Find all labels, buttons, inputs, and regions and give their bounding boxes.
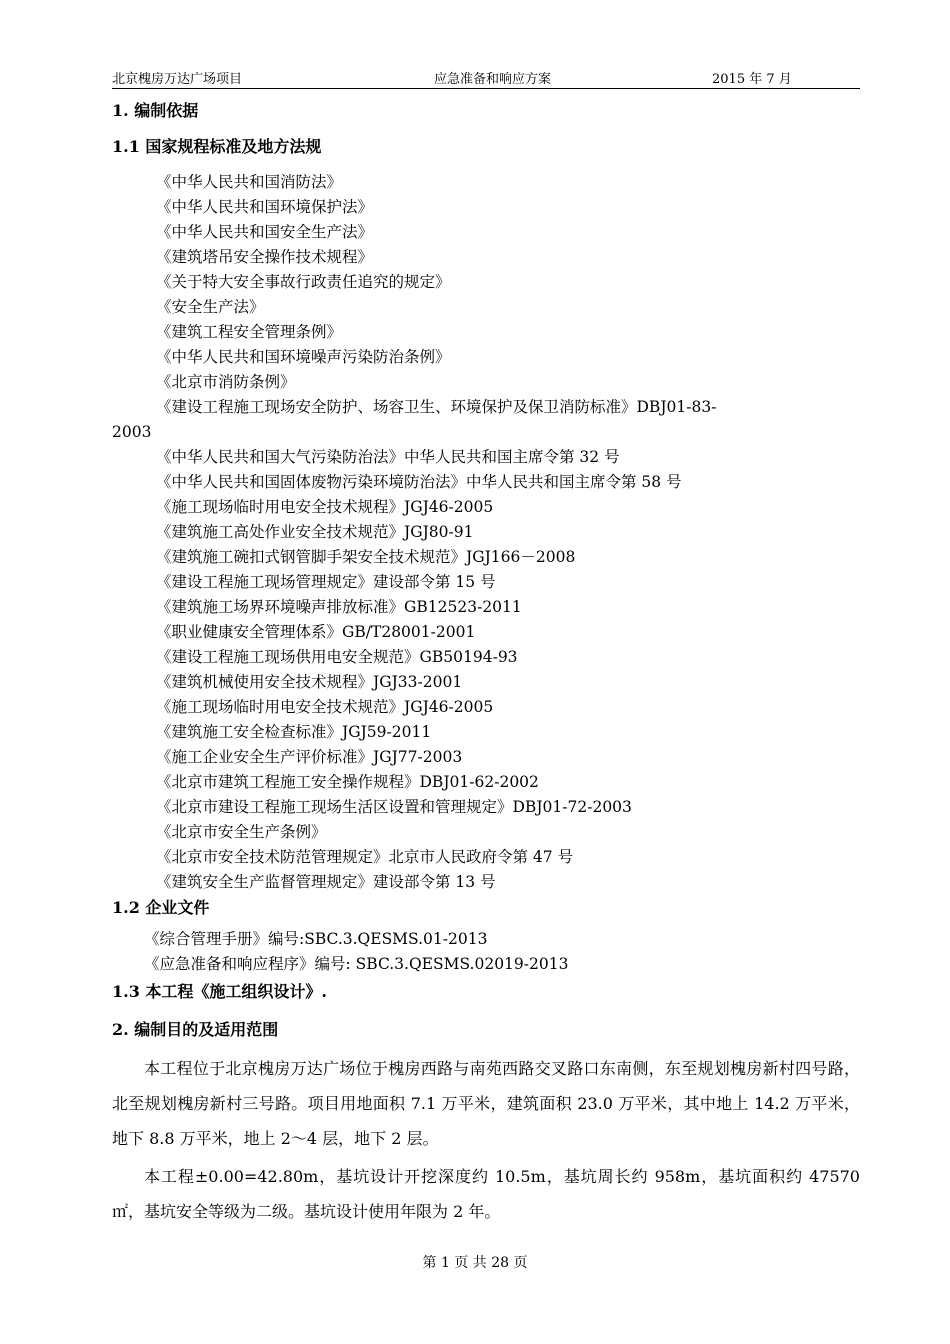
section-1-heading: 1. 编制依据 <box>112 101 199 120</box>
list-item: 《中华人民共和国大气污染防治法》中华人民共和国主席令第 32 号 <box>156 448 620 466</box>
header-date: 2015 年 7 月 <box>712 72 792 87</box>
list-item: 《中华人民共和国消防法》 <box>156 173 343 191</box>
list-item: 《建筑工程安全管理条例》 <box>156 323 343 341</box>
section-2-heading: 2. 编制目的及适用范围 <box>112 1020 279 1039</box>
list-item: 《中华人民共和国固体废物污染环境防治法》中华人民共和国主席令第 58 号 <box>156 473 682 491</box>
list-item: 《职业健康安全管理体系》GB/T28001-2001 <box>156 623 476 641</box>
page-number: 第 1 页 共 28 页 <box>422 1255 528 1271</box>
list-item: 《建筑机械使用安全技术规程》JGJ33-2001 <box>156 673 463 691</box>
list-item: 《施工现场临时用电安全技术规范》JGJ46-2005 <box>156 698 494 716</box>
list-item: 《中华人民共和国环境保护法》 <box>156 198 374 216</box>
list-item: 《北京市建筑工程施工安全操作规程》DBJ01-62-2002 <box>156 773 539 791</box>
list-item: 《建筑安全生产监督管理规定》建设部令第 13 号 <box>156 873 496 891</box>
page-header <box>112 66 860 89</box>
list-item: 《北京市安全生产条例》 <box>156 823 327 841</box>
list-item: 《建设工程施工现场供用电安全规范》GB50194-93 <box>156 648 518 666</box>
corporate-document-list <box>112 927 860 977</box>
section-1-1-heading: 1.1 国家规程标准及地方法规 <box>112 137 322 156</box>
section-1-3-heading: 1.3 本工程《施工组织设计》. <box>112 982 327 1001</box>
header-document-title: 应急准备和响应方案 <box>434 72 552 87</box>
regulation-list <box>112 170 860 895</box>
section-1-2-heading: 1.2 企业文件 <box>112 898 210 917</box>
list-item: 《建筑塔吊安全操作技术规程》 <box>156 248 374 266</box>
list-item: 《建筑施工高处作业安全技术规范》JGJ80-91 <box>156 523 474 541</box>
list-item: 《北京市消防条例》 <box>156 373 296 391</box>
list-item: 《建设工程施工现场安全防护、场容卫生、环境保护及保卫消防标准》DBJ01-83- <box>156 398 717 416</box>
header-project-name: 北京槐房万达广场项目 <box>112 72 243 87</box>
foundation-pit-paragraph: 本工程±0.00=42.80m，基坑设计开挖深度约 10.5m，基坑周长约 958m，基坑面积约 47570㎡，基坑安全等级为二级。基坑设计使用年限为 2 年。 <box>112 1167 860 1221</box>
list-item: 《关于特大安全事故行政责任追究的规定》 <box>156 273 451 291</box>
list-item: 《施工企业安全生产评价标准》JGJ77-2003 <box>156 748 463 766</box>
list-item: 《应急准备和响应程序》编号: SBC.3.QESMS.02019-2013 <box>144 955 569 973</box>
list-item: 《安全生产法》 <box>156 298 265 316</box>
list-item: 《建设工程施工现场管理规定》建设部令第 15 号 <box>156 573 496 591</box>
list-item: 《建筑施工安全检查标准》JGJ59-2011 <box>156 723 432 741</box>
list-item: 《建筑施工碗扣式钢管脚手架安全技术规范》JGJ166－2008 <box>156 548 576 566</box>
list-item: 《北京市建设工程施工现场生活区设置和管理规定》DBJ01-72-2003 <box>156 798 632 816</box>
project-overview-paragraph: 本工程位于北京槐房万达广场位于槐房西路与南苑西路交叉路口东南侧，东至规划槐房新村四号路，北至规划槐房新村三号路。项目用地面积 7.1 万平米，建筑面积 23.0 万平米，其中地上 14.2 万平米，地下 8.8 万平米，地上 2～4 层，地下 2 层。 <box>112 1059 860 1148</box>
list-item: 《中华人民共和国环境噪声污染防治条例》 <box>156 348 451 366</box>
list-item: 《建筑施工场界环境噪声排放标准》GB12523-2011 <box>156 598 522 616</box>
list-item: 《综合管理手册》编号:SBC.3.QESMS.01-2013 <box>144 930 488 948</box>
page-body <box>112 96 860 1229</box>
list-item-continuation: 2003 <box>112 423 152 441</box>
list-item: 《中华人民共和国安全生产法》 <box>156 223 374 241</box>
list-item: 《施工现场临时用电安全技术规程》JGJ46-2005 <box>156 498 494 516</box>
list-item: 《北京市安全技术防范管理规定》北京市人民政府令第 47 号 <box>156 848 574 866</box>
